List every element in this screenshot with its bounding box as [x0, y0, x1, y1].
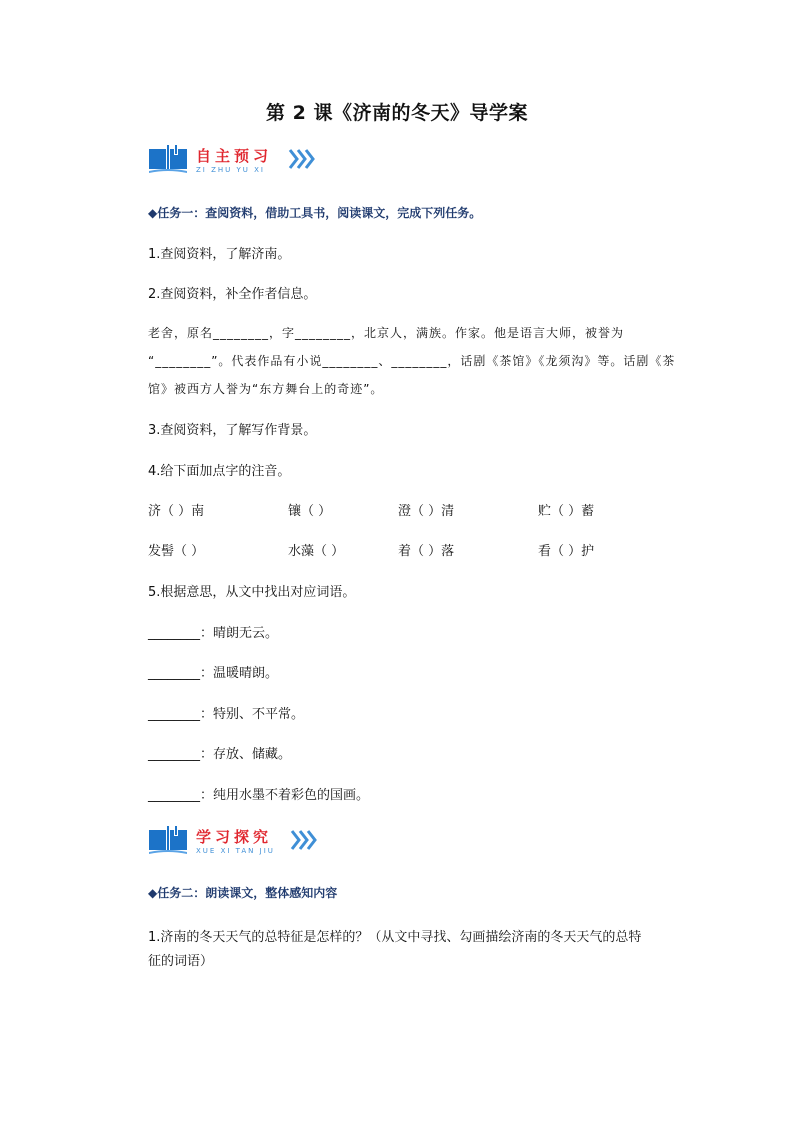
definition-item: ________：存放、储藏。	[148, 747, 292, 762]
section-header-explore	[148, 826, 348, 866]
question-5: 5.根据意思，从文中找出对应词语。	[148, 585, 356, 600]
question-1: 1.查阅资料，了解济南。	[148, 247, 291, 262]
task-two-heading: ◆任务二：朗读课文，整体感知内容	[148, 886, 338, 900]
pinyin-item: 看（ ）护	[538, 544, 595, 559]
section-title: 自主预习	[196, 147, 273, 165]
page-title: 第 2 课《济南的冬天》导学案	[266, 102, 528, 124]
definition-item: ________：温暖晴朗。	[148, 666, 279, 681]
question-6-line-2: 征的词语）	[148, 954, 214, 969]
chevrons-icon	[290, 829, 318, 851]
pinyin-item: 济（ ）南	[148, 504, 205, 519]
task-one-heading: ◆任务一：查阅资料，借助工具书，阅读课文，完成下列任务。	[148, 206, 482, 220]
section-header-preview	[148, 145, 348, 185]
pinyin-item: 发髻（ ）	[148, 544, 205, 559]
pinyin-item: 着（ ）落	[398, 544, 455, 559]
section-title: 学习探究	[196, 828, 273, 846]
definition-item: ________：晴朗无云。	[148, 626, 279, 641]
definition-item: ________：特别、不平常。	[148, 707, 305, 722]
book-icon	[148, 145, 188, 175]
author-line-2: “________”。代表作品有小说________、________，话剧《茶馆》《龙须沟》等。话剧《茶	[148, 354, 676, 368]
section-pinyin: XUE XI TAN JIU	[196, 847, 275, 855]
question-2: 2.查阅资料，补全作者信息。	[148, 287, 317, 302]
definition-item: ________：纯用水墨不着彩色的国画。	[148, 788, 370, 803]
chevrons-icon	[288, 148, 316, 170]
pinyin-item: 贮（ ）蓄	[538, 504, 595, 519]
section-pinyin: ZI ZHU YU XI	[196, 166, 265, 174]
author-line-1: 老舍，原名________，字________，北京人，满族。作家。他是语言大师，被誉为	[148, 326, 625, 340]
question-4: 4.给下面加点字的注音。	[148, 464, 291, 479]
question-3: 3.查阅资料，了解写作背景。	[148, 423, 317, 438]
pinyin-item: 水藻（ ）	[288, 544, 345, 559]
author-line-3: 馆》被西方人誉为“东方舞台上的奇迹”。	[148, 382, 384, 396]
question-6-line-1: 1.济南的冬天天气的总特征是怎样的？（从文中寻找、勾画描绘济南的冬天天气的总特	[148, 930, 642, 945]
pinyin-item: 澄（ ）清	[398, 504, 455, 519]
pinyin-item: 镶（ ）	[288, 504, 332, 519]
book-icon	[148, 826, 188, 856]
